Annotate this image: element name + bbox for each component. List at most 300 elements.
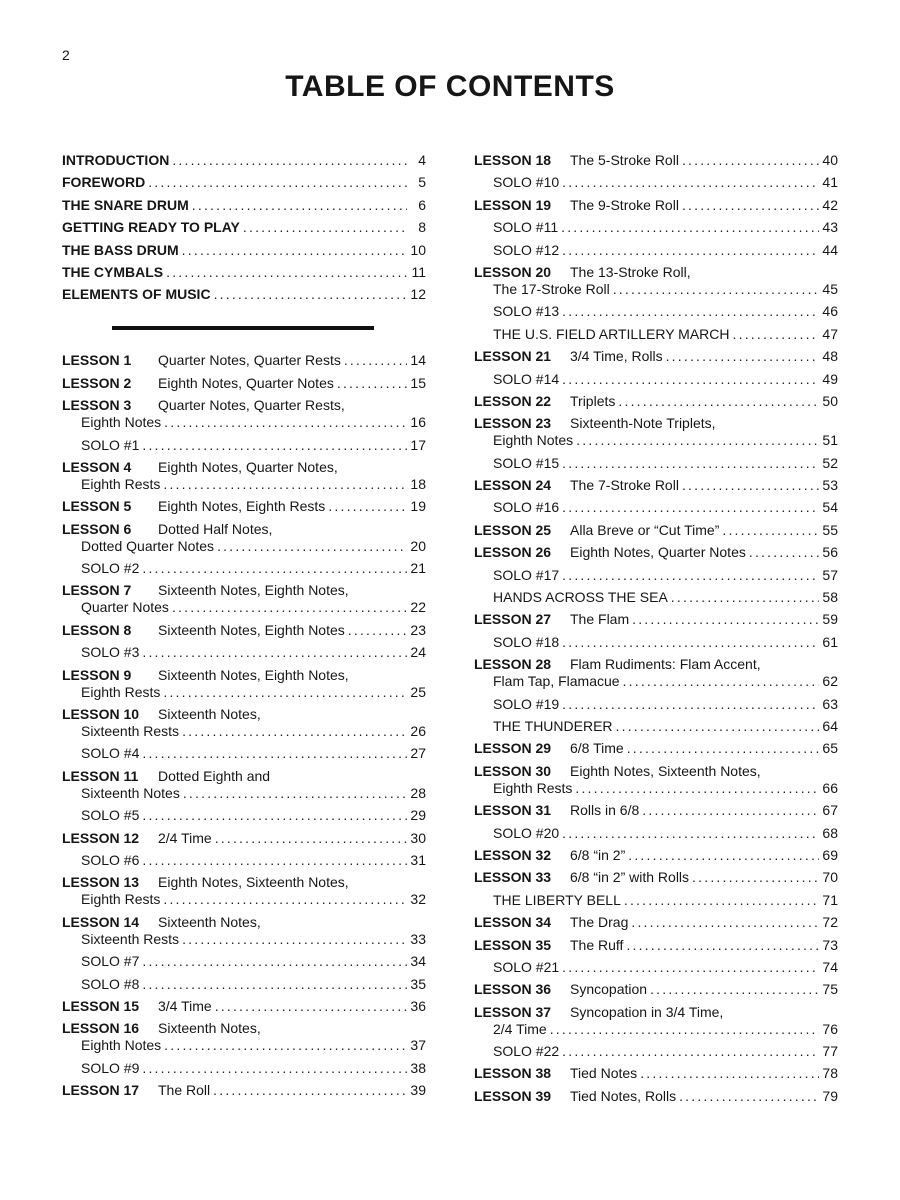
dot-leader <box>632 611 819 628</box>
toc-solo-entry <box>62 953 426 970</box>
solo-title: SOLO #17 <box>493 566 560 583</box>
lesson-topic: Syncopation in 3/4 Time, <box>570 1003 724 1020</box>
lesson-topic: 3/4 Time, Rolls <box>570 348 663 365</box>
entry-title: GETTING READY TO PLAY <box>62 219 240 236</box>
lesson-label: LESSON 6 <box>62 520 132 537</box>
entry-line <box>474 802 838 819</box>
lesson-topic: The Flam <box>570 611 630 628</box>
dot-leader <box>213 1082 407 1099</box>
toc-solo-entry <box>62 807 426 824</box>
page-ref: 34 <box>410 953 426 970</box>
entry-line <box>474 825 838 842</box>
lesson-label: LESSON 3 <box>62 397 132 414</box>
page-ref: 59 <box>822 611 838 628</box>
solo-title: THE THUNDERER <box>493 717 613 734</box>
dot-leader <box>562 303 819 320</box>
entry-title: THE SNARE DRUM <box>62 196 189 213</box>
page-ref: 71 <box>822 891 838 908</box>
dot-leader <box>562 174 819 191</box>
entry-line <box>62 1082 426 1099</box>
toc-solo-entry <box>474 959 838 976</box>
lesson-label: LESSON 35 <box>474 936 552 953</box>
entry-line <box>62 998 426 1015</box>
lesson-label: LESSON 16 <box>62 1020 140 1037</box>
toc-lesson-entry <box>62 375 426 392</box>
entry-line <box>474 281 838 298</box>
toc-solo-entry <box>474 303 838 320</box>
entry-line <box>62 931 426 948</box>
dot-leader <box>142 953 407 970</box>
page-ref: 73 <box>822 936 838 953</box>
entry-line <box>474 696 838 713</box>
entry-line <box>474 174 838 191</box>
lesson-topic: Eighth Rests <box>81 891 161 908</box>
entry-line <box>62 375 426 392</box>
front-matter-list <box>62 152 426 303</box>
lesson-topic: 6/8 “in 2” <box>570 846 626 863</box>
lesson-topic: Sixteenth Rests <box>81 723 180 740</box>
dot-leader <box>650 981 819 998</box>
dot-leader <box>562 634 819 651</box>
page-ref: 47 <box>822 325 838 342</box>
dot-leader <box>562 1043 819 1060</box>
toc-lesson-entry <box>62 1082 426 1099</box>
lesson-label: LESSON 21 <box>474 348 552 365</box>
toc-lesson-entry <box>474 763 838 797</box>
dot-leader <box>613 281 819 298</box>
solo-title: SOLO #14 <box>493 370 560 387</box>
toc-lesson-entry <box>62 1020 426 1054</box>
page-ref: 41 <box>822 174 838 191</box>
dot-leader <box>618 393 819 410</box>
toc-lesson-entry <box>474 869 838 886</box>
dot-leader <box>562 567 819 584</box>
dot-leader <box>328 498 407 515</box>
entry-line <box>474 763 838 780</box>
entry-title: THE BASS DRUM <box>62 241 179 258</box>
entry-line <box>62 352 426 369</box>
lesson-topic: Dotted Eighth and <box>158 767 271 784</box>
lesson-topic: 6/8 “in 2” with Rolls <box>570 869 690 886</box>
dot-leader <box>142 1060 407 1077</box>
lesson-label: LESSON 20 <box>474 263 552 280</box>
solo-title: SOLO #20 <box>493 824 560 841</box>
toc-solo-entry <box>62 1060 426 1077</box>
toc-lesson-entry <box>62 521 426 555</box>
lesson-label: LESSON 2 <box>62 374 132 391</box>
lesson-label: LESSON 32 <box>474 846 552 863</box>
solo-title: SOLO #19 <box>493 695 560 712</box>
dot-leader <box>172 599 407 616</box>
entry-line <box>62 953 426 970</box>
toc-solo-entry <box>474 718 838 735</box>
toc-lesson-entry <box>474 197 838 214</box>
page-ref: 65 <box>822 740 838 757</box>
page-ref: 74 <box>822 958 838 975</box>
page-ref: 43 <box>822 219 838 236</box>
page-ref: 4 <box>418 152 426 168</box>
dot-leader <box>666 348 819 365</box>
lesson-label: LESSON 28 <box>474 656 552 673</box>
lesson-topic: Quarter Notes <box>81 599 169 616</box>
entry-line <box>474 981 838 998</box>
page-ref: 5 <box>418 174 426 191</box>
dot-leader <box>679 1088 819 1105</box>
lesson-label: LESSON 27 <box>474 611 552 628</box>
dot-leader <box>562 455 819 472</box>
dot-leader <box>142 976 407 993</box>
entry-line <box>62 498 426 515</box>
solo-title: SOLO #22 <box>493 1043 560 1060</box>
lesson-label: LESSON 4 <box>62 458 132 475</box>
toc-entry <box>62 174 426 191</box>
dot-leader <box>182 242 407 259</box>
entry-line <box>474 455 838 472</box>
lesson-label: LESSON 38 <box>474 1065 552 1082</box>
entry-line <box>474 415 838 432</box>
entry-title: INTRODUCTION <box>62 152 170 168</box>
toc-solo-entry <box>62 644 426 661</box>
lesson-topic: Quarter Notes, Quarter Rests, <box>158 397 345 414</box>
toc-solo-entry <box>62 437 426 454</box>
entry-line <box>474 740 838 757</box>
dot-leader <box>337 375 407 392</box>
lesson-topic: Flam Rudiments: Flam Accent, <box>570 656 761 673</box>
entry-line <box>474 499 838 516</box>
lesson-topic: Sixteenth Notes, Eighth Notes, <box>158 582 349 599</box>
toc-entry <box>62 219 426 236</box>
lesson-topic: Quarter Notes, Quarter Rests <box>158 352 341 369</box>
toc-lesson-entry <box>62 706 426 740</box>
page-ref: 15 <box>410 374 426 391</box>
lesson-topic: The Ruff <box>570 936 624 953</box>
toc-solo-entry <box>474 371 838 388</box>
entry-line <box>62 852 426 869</box>
lesson-topic: The Roll <box>158 1082 211 1099</box>
toc-lesson-entry <box>474 656 838 690</box>
page-ref: 22 <box>410 599 426 616</box>
lesson-label: LESSON 39 <box>474 1087 552 1104</box>
toc-lesson-entry <box>474 1065 838 1082</box>
entry-line <box>62 874 426 891</box>
entry-line <box>474 673 838 690</box>
page-ref: 36 <box>410 997 426 1014</box>
page-ref: 32 <box>410 891 426 908</box>
dot-leader <box>164 1037 407 1054</box>
toc-lesson-entry <box>474 740 838 757</box>
toc-lesson-entry <box>62 498 426 515</box>
solo-title: SOLO #12 <box>493 241 560 258</box>
dot-leader <box>142 745 407 762</box>
toc-solo-entry <box>474 219 838 236</box>
dot-leader <box>214 286 407 303</box>
solo-title: SOLO #15 <box>493 454 560 471</box>
entry-line <box>62 706 426 723</box>
lesson-topic: Eighth Rests <box>493 779 573 796</box>
dot-leader <box>142 807 407 824</box>
page-ref: 33 <box>410 930 426 947</box>
lesson-topic: Flam Tap, Flamacue <box>493 673 620 690</box>
dot-leader <box>183 785 407 802</box>
toc-lesson-entry <box>62 998 426 1015</box>
entry-line <box>474 242 838 259</box>
entry-line <box>62 1037 426 1054</box>
entry-line <box>474 393 838 410</box>
page-ref: 39 <box>410 1082 426 1099</box>
toc-lesson-entry <box>474 544 838 561</box>
page-ref: 14 <box>410 352 426 369</box>
lesson-topic: Rolls in 6/8 <box>570 802 640 819</box>
dot-leader <box>562 371 819 388</box>
solo-title: THE U.S. FIELD ARTILLERY MARCH <box>493 325 730 342</box>
page-ref: 30 <box>410 829 426 846</box>
entry-line <box>474 1088 838 1105</box>
page-ref: 52 <box>822 454 838 471</box>
lesson-label: LESSON 23 <box>474 415 552 432</box>
toc-lesson-entry <box>62 830 426 847</box>
page-ref: 46 <box>822 303 838 320</box>
solo-title: SOLO #18 <box>493 633 560 650</box>
page-ref: 76 <box>822 1020 838 1037</box>
page-ref: 8 <box>418 219 426 236</box>
lesson-topic: Sixteenth-Note Triplets, <box>570 415 716 432</box>
page-ref: 53 <box>822 477 838 494</box>
toc-lesson-entry <box>474 1004 838 1038</box>
solo-title: SOLO #8 <box>81 975 140 992</box>
lesson-label: LESSON 29 <box>474 740 552 757</box>
dot-leader <box>627 740 819 757</box>
solo-title: SOLO #9 <box>81 1059 140 1076</box>
lesson-topic: The 9-Stroke Roll <box>570 196 679 213</box>
entry-line <box>62 667 426 684</box>
entry-line <box>474 892 838 909</box>
solo-title: SOLO #16 <box>493 499 560 516</box>
solo-title: SOLO #11 <box>493 219 559 236</box>
entry-line <box>62 437 426 454</box>
page-ref: 45 <box>822 280 838 297</box>
toc-solo-entry <box>474 326 838 343</box>
page-ref: 35 <box>410 975 426 992</box>
toc-left-column <box>62 152 426 1105</box>
page-ref: 17 <box>410 436 426 453</box>
page-ref: 26 <box>410 723 426 740</box>
lesson-topic: 3/4 Time <box>158 997 212 1014</box>
toc-solo-entry <box>474 567 838 584</box>
page-ref: 12 <box>410 286 426 303</box>
page-ref: 70 <box>822 869 838 886</box>
lesson-label: LESSON 8 <box>62 621 132 638</box>
page-ref: 29 <box>410 807 426 824</box>
toc-lesson-entry <box>62 397 426 431</box>
lesson-topic: Syncopation <box>570 981 648 998</box>
toc-lesson-entry <box>474 152 838 169</box>
toc-lesson-entry <box>62 582 426 616</box>
dot-leader <box>562 825 819 842</box>
lesson-topic: Sixteenth Notes, <box>158 913 261 930</box>
entry-line <box>62 599 426 616</box>
dot-leader <box>722 522 819 539</box>
entry-line <box>62 785 426 802</box>
entry-line <box>474 522 838 539</box>
toc-lesson-entry <box>62 459 426 493</box>
lesson-topic: Eighth Notes <box>493 432 574 449</box>
dot-leader <box>561 219 819 236</box>
solo-title: SOLO #1 <box>81 436 140 453</box>
dot-leader <box>172 152 407 169</box>
entry-line <box>62 582 426 599</box>
entry-title: THE CYMBALS <box>62 263 164 280</box>
entry-line <box>62 459 426 476</box>
page-ref: 21 <box>410 560 426 577</box>
dot-leader <box>182 931 407 948</box>
solo-title: SOLO #10 <box>493 174 560 191</box>
toc-right-column <box>474 152 838 1110</box>
toc-entry <box>62 242 426 259</box>
dot-leader <box>164 414 407 431</box>
entry-line <box>62 521 426 538</box>
page-ref: 31 <box>410 851 426 868</box>
page-ref: 61 <box>822 633 838 650</box>
lesson-topic: Sixteenth Notes, <box>158 1020 261 1037</box>
entry-line <box>474 1021 838 1038</box>
dot-leader <box>626 937 819 954</box>
entry-line <box>62 768 426 785</box>
entry-line <box>474 718 838 735</box>
lesson-topic: The Drag <box>570 914 629 931</box>
page-ref: 10 <box>410 241 426 258</box>
entry-line <box>474 959 838 976</box>
dot-leader <box>733 326 819 343</box>
dot-leader <box>562 242 819 259</box>
page-ref: 16 <box>410 414 426 431</box>
dot-leader <box>142 852 407 869</box>
entry-line <box>62 684 426 701</box>
entry-line <box>474 264 838 281</box>
entry-line <box>474 1065 838 1082</box>
entry-line <box>62 1060 426 1077</box>
entry-line <box>474 1004 838 1021</box>
toc-lesson-entry <box>474 393 838 410</box>
lesson-topic: Tied Notes, Rolls <box>570 1087 677 1104</box>
solo-title: SOLO #6 <box>81 851 140 868</box>
page-ref: 56 <box>822 544 838 561</box>
lesson-topic: Eighth Rests <box>81 475 161 492</box>
lesson-label: LESSON 15 <box>62 997 140 1014</box>
lesson-label: LESSON 9 <box>62 666 132 683</box>
toc-lesson-entry <box>474 937 838 954</box>
page-ref: 48 <box>822 348 838 365</box>
lesson-label: LESSON 31 <box>474 802 552 819</box>
entry-line <box>474 326 838 343</box>
dot-leader <box>682 152 819 169</box>
lesson-topic: 6/8 Time <box>570 740 624 757</box>
lesson-label: LESSON 33 <box>474 869 552 886</box>
lesson-topic: Sixteenth Notes <box>81 784 180 801</box>
toc-lesson-entry <box>62 667 426 701</box>
page-ref: 19 <box>410 498 426 515</box>
dot-leader <box>562 696 819 713</box>
dot-leader <box>348 622 407 639</box>
lesson-label: LESSON 12 <box>62 829 140 846</box>
entry-title: ELEMENTS OF MUSIC <box>62 286 211 303</box>
dot-leader <box>623 673 819 690</box>
toc-entry <box>62 286 426 303</box>
page-ref: 68 <box>822 824 838 841</box>
lesson-topic: The 5-Stroke Roll <box>570 152 679 168</box>
dot-leader <box>215 998 407 1015</box>
section-divider <box>112 326 374 330</box>
page-ref: 79 <box>822 1087 838 1104</box>
lesson-label: LESSON 24 <box>474 477 552 494</box>
dot-leader <box>692 869 819 886</box>
entry-line <box>474 634 838 651</box>
dot-leader <box>562 959 819 976</box>
dot-leader <box>142 560 407 577</box>
toc-solo-entry <box>474 589 838 606</box>
lesson-topic: 2/4 Time <box>493 1020 547 1037</box>
dot-leader <box>142 644 407 661</box>
solo-title: SOLO #3 <box>81 644 140 661</box>
entry-line <box>62 914 426 931</box>
toc-lesson-entry <box>62 622 426 639</box>
solo-title: SOLO #4 <box>81 745 140 762</box>
entry-line <box>62 723 426 740</box>
page-ref: 67 <box>822 802 838 819</box>
dot-leader <box>671 589 819 606</box>
page-ref: 54 <box>822 499 838 516</box>
toc-solo-entry <box>474 825 838 842</box>
toc-lesson-entry <box>474 914 838 931</box>
toc-lesson-entry <box>474 1088 838 1105</box>
lesson-label: LESSON 18 <box>474 152 552 168</box>
lesson-topic: Eighth Notes, Quarter Notes <box>158 374 334 391</box>
page-ref: 49 <box>822 370 838 387</box>
toc-lesson-entry <box>474 522 838 539</box>
entry-line <box>474 371 838 388</box>
toc-solo-entry <box>474 174 838 191</box>
toc-solo-entry <box>474 1043 838 1060</box>
page-ref: 78 <box>822 1065 838 1082</box>
dot-leader <box>682 477 819 494</box>
dot-leader <box>575 780 819 797</box>
entry-line <box>474 847 838 864</box>
lesson-label: LESSON 17 <box>62 1082 140 1099</box>
dot-leader <box>243 219 407 236</box>
dot-leader <box>142 437 407 454</box>
lesson-topic: The 17-Stroke Roll <box>493 280 610 297</box>
solo-title: SOLO #7 <box>81 953 140 970</box>
solo-title: SOLO #2 <box>81 560 140 577</box>
dot-leader <box>148 174 407 191</box>
dot-leader <box>616 718 819 735</box>
lesson-label: LESSON 22 <box>474 392 552 409</box>
page-ref: 37 <box>410 1037 426 1054</box>
page-ref: 44 <box>822 241 838 258</box>
entry-line <box>474 544 838 561</box>
lesson-topic: Eighth Notes, Sixteenth Notes, <box>570 762 761 779</box>
toc-lesson-entry <box>62 914 426 948</box>
lesson-label: LESSON 13 <box>62 874 140 891</box>
dot-leader <box>631 914 819 931</box>
dot-leader <box>624 892 819 909</box>
entry-line <box>62 397 426 414</box>
dot-leader <box>166 264 407 281</box>
lesson-topic: Tied Notes <box>570 1065 638 1082</box>
dot-leader <box>344 352 407 369</box>
toc-lesson-entry <box>62 352 426 369</box>
toc-lesson-entry <box>474 847 838 864</box>
solo-title: SOLO #5 <box>81 807 140 824</box>
